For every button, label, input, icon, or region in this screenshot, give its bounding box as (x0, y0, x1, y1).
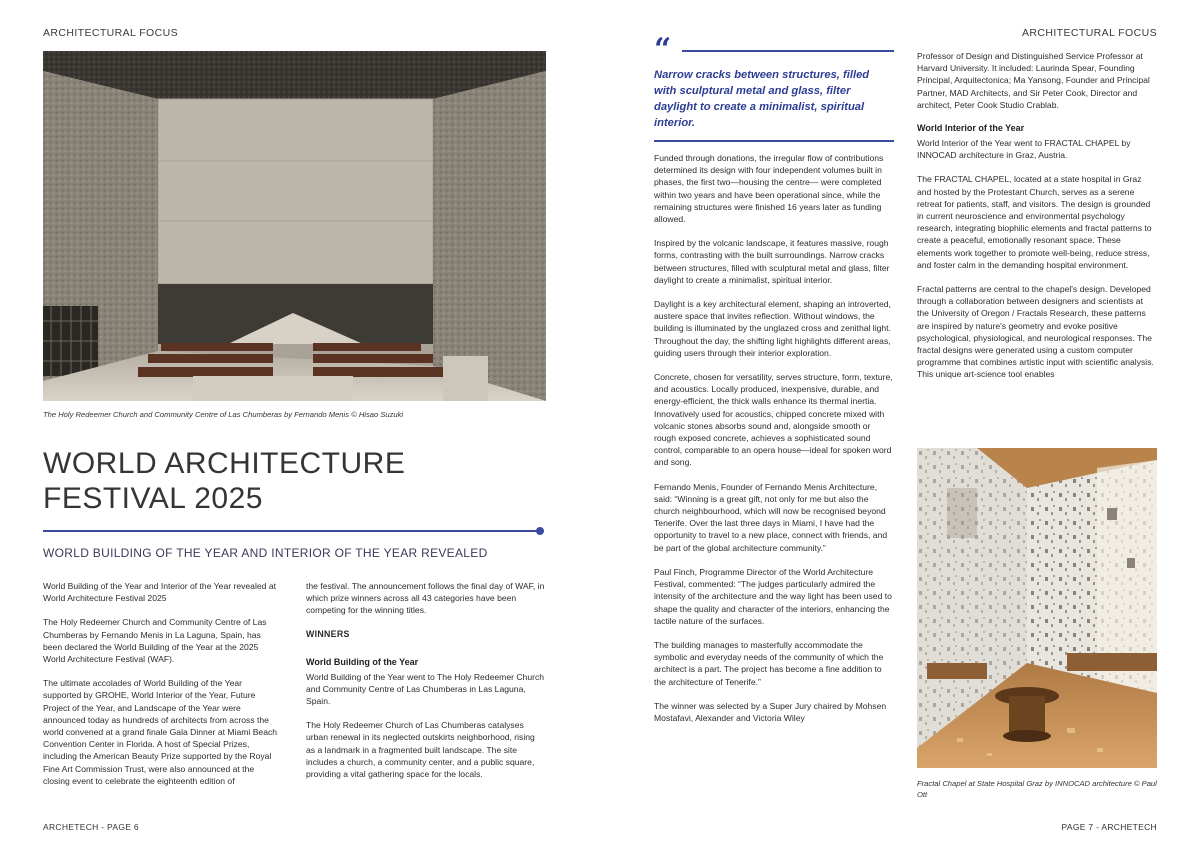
paragraph: Inspired by the volcanic landscape, it features massive, rough forms, contrasting with the built surroundings. Narrow cracks between structures, filled with sculptural metal and glass, filter daylight to create a minimalist, spiritual interior. (654, 238, 890, 285)
left-column-2 (306, 580, 546, 792)
winners-label: WINNERS (306, 628, 350, 639)
church-photo-caption: The Holy Redeemer Church and Community Centre of Las Chumberas by Fernando Menis © Hisao Suzuki (43, 410, 404, 419)
paragraph: Fractal patterns are central to the chapel's design. Developed through a collaboration between designers and scientists at the University of Oregon / Fractals Research, these patterns are inspired by nature's geometry and evoke positive psychological, physiological, and neurological responses. The fractal designs were generated using a custom computer programme that combines artistic input with scientific analysis. This unique art-science tool enables (917, 284, 1154, 380)
paragraph: The ultimate accolades of World Building of the Year supported by GROHE, World Interior of the Year, Future Project of the Year, and Landscape of the Year were announced today as hundreds of architects from across the world convened at a grand finale Gala Dinner at Miami Beach Convention Center in Florida. A host of Special Prizes, including the American Beauty Prize supported by the Royal Fine Art Commission Trust, were also announced at the closing event to celebrate the eighteenth edition of (43, 678, 278, 786)
title-rule (43, 530, 539, 532)
paragraph: Paul Finch, Programme Director of the World Architecture Festival, commented: “The judges particularly admired the intensity of the architecture and the way light has been used to shape the quality and character of the interiors, enhancing the tactile nature of the surfaces. (654, 566, 892, 626)
church-interior-photo (43, 51, 546, 401)
paragraph: World Interior of the Year went to FRACTAL CHAPEL by INNOCAD architecture in Graz, Austria. (917, 138, 1131, 161)
paragraph: The Holy Redeemer Church and Community Centre of Las Chumberas by Fernando Menis in La Laguna, Spain, has been declared the World Building of the Year at the 2025 World Architecture Festival (WAF). (43, 617, 267, 665)
world-building-heading: World Building of the Year (306, 656, 419, 667)
quote-text: Narrow cracks between structures, filled with sculptural metal and glass, filter daylight to create a minimalist, spiritual interior. (654, 69, 870, 129)
fractal-chapel-photo (917, 448, 1157, 768)
paragraph: World Building of the Year and Interior of the Year revealed at World Architecture Festival 2025 (43, 581, 276, 604)
quote-bottom-rule (654, 140, 894, 142)
quote-mark-icon: “ (654, 32, 672, 67)
right-column-2 (917, 50, 1157, 393)
paragraph: Funded through donations, the irregular flow of contributions determined its design with four independent volumes built in phases, the first two—housing the centre— were completed within two years and have been operational since, while the remaining structures were finished 16 years later as funding allowed. (654, 153, 884, 225)
title-line-2: FESTIVAL 2025 (43, 482, 263, 515)
quote-top-rule (682, 50, 894, 52)
pull-quote (654, 32, 894, 142)
title-line-1: WORLD ARCHITECTURE (43, 447, 406, 480)
article-subtitle: WORLD BUILDING OF THE YEAR AND INTERIOR OF THE YEAR REVEALED (43, 546, 488, 560)
chapel-photo-caption: Fractal Chapel at State Hospital Graz by INNOCAD architecture © Paul Ott (917, 779, 1157, 799)
footer-left: ARCHETECH - PAGE 6 (43, 822, 139, 832)
left-column-1 (43, 580, 279, 799)
paragraph: The FRACTAL CHAPEL, located at a state hospital in Graz and hosted by the Protestant Church, serves as a serene retreat for patients, staff, and visitors. The design is grounded in current neuroscience and environmental psychology research, integrating biophilic elements and fractal patterns to create a peaceful, emotionally resonant space. These elements work together to promote well-being, reduce stress, and foster calm in the demanding hospital environment. (917, 174, 1152, 270)
right-column-1 (654, 152, 894, 736)
paragraph: Daylight is a key architectural element, shaping an introverted, austere space that invites reflection. Without windows, the building is illuminated by the unglazed cross and zenithal light. Throughout the day, the shifting light highlights different areas, guiding users through their interior exploration. (654, 299, 891, 358)
paragraph: The Holy Redeemer Church of Las Chumberas catalyses urban renewal in its neglected outskirts neighborhood, rising as a landmark in a fragmented built landscape. The site includes a church, a community center, and a public square, providing a vital gathering space for the locals. (306, 720, 535, 780)
running-header-left: ARCHITECTURAL FOCUS (43, 27, 178, 39)
world-interior-heading: World Interior of the Year (917, 123, 1025, 134)
paragraph: Concrete, chosen for versatility, serves structure, form, texture, and acoustics. Locally produced, inexpensive, durable, and energy-efficient, the thick walls enhance its thermal inertia. Innovatively used for acoustics, chipped concrete mixed with volcanic stones absorbs sound and, alongside smooth or rough exposed concrete, achieves a sophisticated sound control, comparable to an opera house—ideal for spoken word and song. (654, 372, 893, 468)
title-rule-dot (536, 527, 544, 535)
chapel-photo-drawing (917, 448, 1157, 768)
paragraph: The winner was selected by a Super Jury chaired by Mohsen Mostafavi, Alexander and Victoria Wiley (654, 700, 887, 723)
paragraph: The building manages to masterfully accommodate the symbolic and everyday needs of the community of which the architect is a part. The project has become a fine addition to the architecture of Tenerife.” (654, 639, 884, 687)
paragraph: Professor of Design and Distinguished Service Professor at Harvard University. It included: Laurinda Spear, Founding Principal, Arquitectonica; Ma Yansong, Founder and Principal Partner, MAD Architects, and Sir Peter Cook, Director and architect, Peter Cook Studio Crablab. (917, 51, 1150, 110)
paragraph: Fernando Menis, Founder of Fernando Menis Architecture, said: “Winning is a great gift, not only for me but also the church neighbourhood, which will now be recognised beyond Tenerife. Over the last three days in Miami, I have had the opportunity to travel to a new place, connect with friends, and be part of the global architecture community.” (654, 481, 888, 553)
paragraph: World Building of the Year went to The Holy Redeemer Church and Community Centre of Las Chumberas in Las Laguna, Spain. (306, 671, 545, 707)
church-photo-drawing (43, 51, 546, 401)
article-title (43, 446, 546, 516)
footer-right: PAGE 7 - ARCHETECH (1061, 822, 1157, 832)
running-header-right: ARCHITECTURAL FOCUS (1022, 27, 1157, 39)
paragraph: the festival. The announcement follows the final day of WAF, in which prize winners across all 43 categories have been competing for the winning titles. (306, 581, 545, 616)
